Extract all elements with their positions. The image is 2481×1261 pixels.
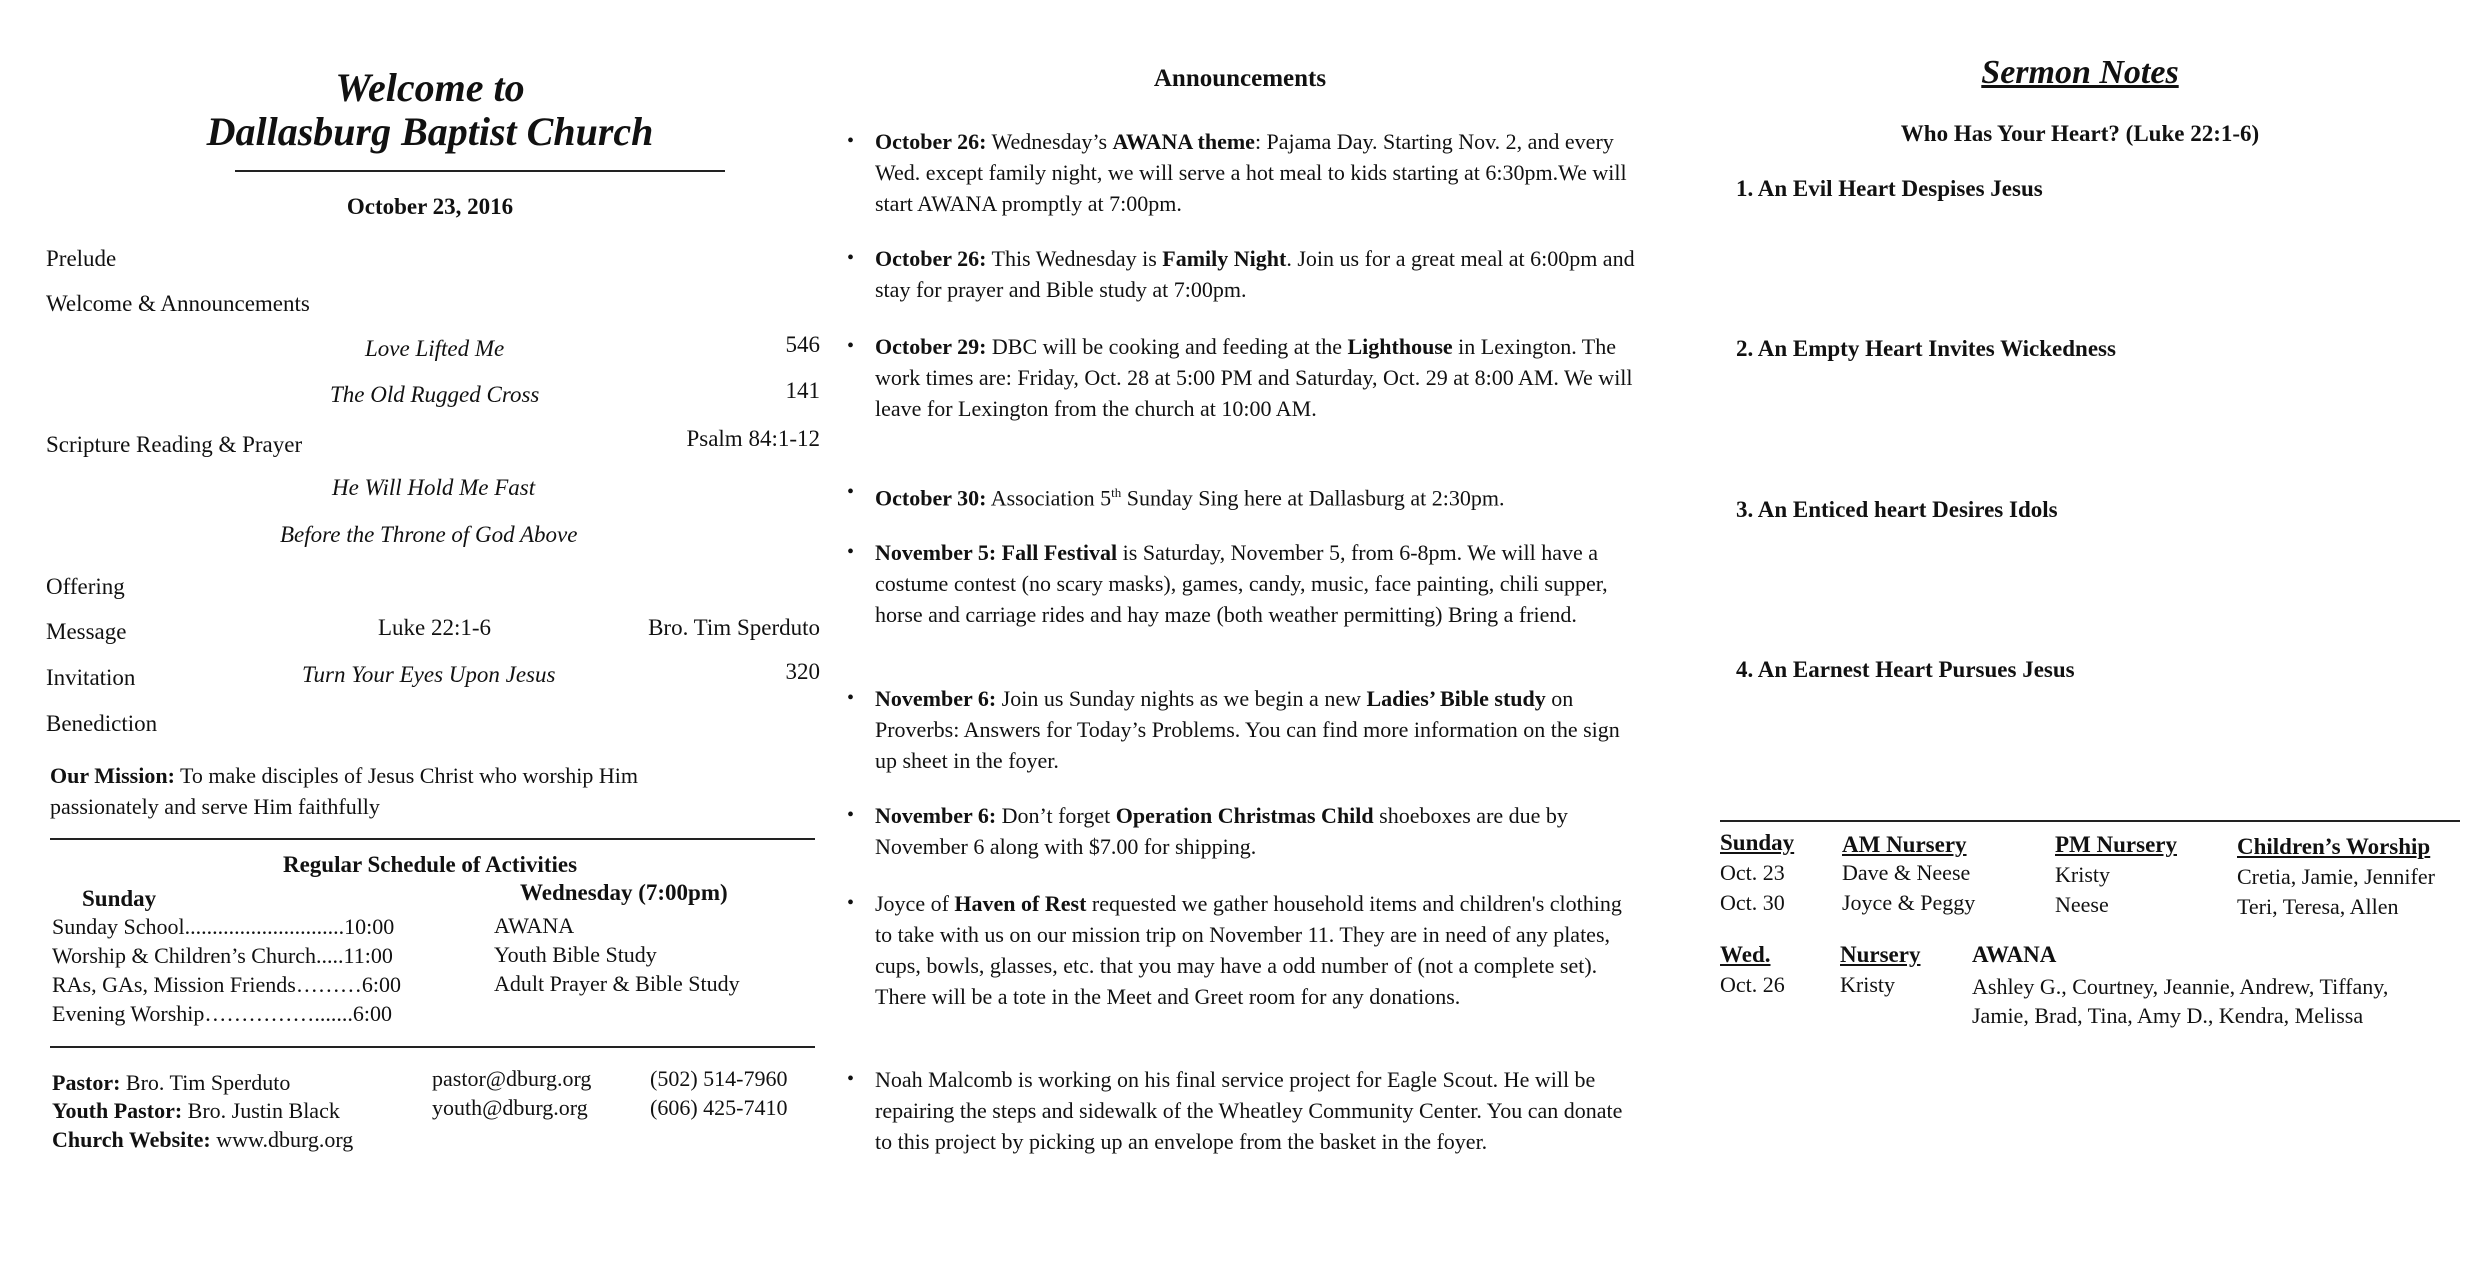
pastor-email[interactable]: pastor@dburg.org: [432, 1066, 592, 1091]
youth-pastor-contact: [52, 1098, 340, 1124]
website-label: Church Website:: [52, 1127, 211, 1152]
schedule-wednesday-item: Adult Prayer & Bible Study: [494, 971, 740, 996]
announcement-highlight: Lighthouse: [1347, 334, 1453, 359]
scripture-reading-label: Scripture Reading & Prayer: [46, 432, 303, 457]
schedule-sunday-item: Sunday School.............................10:00: [52, 914, 395, 939]
hymn-number: 546: [785, 332, 820, 357]
announcement-text: Join us Sunday nights as we begin a new: [996, 686, 1367, 711]
youth-pastor-name: Bro. Justin Black: [182, 1098, 340, 1123]
announcement-date: November 6:: [875, 686, 997, 711]
nursery-header-awana: AWANA: [1972, 942, 2057, 967]
sermon-subtitle: Who Has Your Heart? (Luke 22:1-6): [1900, 121, 2260, 146]
announcement-text: is Saturday, November 5, from 6-8pm. We will have a costume contest (no scary masks), games, candy, music, face painting, chili supper, horse and carriage rides and hay maze (both weather permitting) Bring a friend.: [875, 540, 1608, 627]
youth-pastor-phone: (606) 425-7410: [650, 1095, 788, 1120]
nursery-date: Oct. 23: [1720, 860, 1785, 885]
announcement-highlight: Fall Festival: [996, 540, 1118, 565]
song-he-will-hold-me-fast: He Will Hold Me Fast: [332, 475, 536, 500]
pastor-label: Pastor:: [52, 1070, 121, 1095]
invitation-label: Invitation: [46, 665, 136, 690]
announcement-highlight: Ladies’ Bible study: [1366, 686, 1546, 711]
announcement-text: Wednesday’s: [986, 129, 1113, 154]
announcement-text: in Lexington. The work times are: Friday, Oct. 28 at 5:00 PM and Saturday, Oct. 29 at 8:00 AM. We will leave for Lexington from the church at 10:00 AM.: [875, 334, 1633, 421]
nursery-header-sunday: Sunday: [1720, 830, 1795, 855]
announcement-date: November 5:: [875, 540, 997, 565]
hymn-number: 141: [785, 378, 820, 403]
bullet: •: [847, 247, 855, 269]
announcement-item: [847, 126, 1635, 219]
youth-pastor-email[interactable]: youth@dburg.org: [432, 1095, 588, 1120]
youth-pastor-label: Youth Pastor:: [52, 1098, 183, 1123]
awana-workers-line2: Jamie, Brad, Tina, Amy D., Kendra, Melissa: [1972, 1003, 2364, 1028]
schedule-sunday-item: Worship & Children’s Church.....11:00: [52, 943, 393, 968]
message-reference: Luke 22:1-6: [378, 615, 492, 640]
announcement-item: [847, 477, 1635, 513]
announcement-date: October 29:: [875, 334, 987, 359]
announcement-text: Noah Malcomb is working on his final service project for Eagle Scout. He will be repairing the steps and sidewalk of the Wheatley Community Center. You can donate to this project by picking up an envelope from the basket in the foyer.: [875, 1067, 1623, 1154]
announcement-text: Joyce of: [875, 891, 955, 916]
announcement-highlight: Haven of Rest: [954, 891, 1087, 916]
invitation-song: Turn Your Eyes Upon Jesus: [302, 662, 556, 687]
announcement-text: on Proverbs: Answers for Today’s Problems. You can find more information on the sign up sheet in the foyer.: [875, 686, 1620, 773]
announcement-text: Sunday Sing here at Dallasburg at 2:30pm.: [1121, 485, 1505, 511]
sermon-notes-panel: [1700, 0, 2460, 1261]
sermon-point: 1. An Evil Heart Despises Jesus: [1736, 176, 2043, 201]
announcement-item: [847, 683, 1635, 776]
announcement-item: [847, 888, 1635, 1012]
announcement-text: DBC will be cooking and feeding at the: [986, 334, 1348, 359]
announcement-item: [847, 243, 1635, 305]
hymn-number: 320: [785, 659, 820, 684]
message-speaker: Bro. Tim Sperduto: [648, 615, 820, 640]
announcement-text: This Wednesday is: [986, 246, 1163, 271]
am-nursery-workers: Joyce & Peggy: [1842, 890, 1976, 915]
schedule-sunday-item: RAs, GAs, Mission Friends………6:00: [52, 972, 401, 997]
announcement-date: November 6:: [875, 803, 997, 828]
nursery-header-am: AM Nursery: [1842, 832, 1967, 857]
announcement-date: October 26:: [875, 246, 987, 271]
announcement-text: : Pajama Day. Starting Nov. 2, and every Wed. except family night, we will serve a hot meal to kids starting at 6:30pm.We will start AWANA promptly at 7:00pm.: [875, 129, 1627, 216]
announcement-item: [847, 331, 1635, 424]
welcome-announcements: Welcome & Announcements: [46, 291, 310, 316]
announcement-item: [847, 537, 1635, 630]
bullet: •: [847, 541, 855, 563]
wednesday-nursery-worker: Kristy: [1840, 972, 1895, 997]
awana-workers-line1: Ashley G., Courtney, Jeannie, Andrew, Tiffany,: [1972, 974, 2389, 999]
pm-nursery-workers: Neese: [2055, 892, 2109, 917]
sermon-point: 3. An Enticed heart Desires Idols: [1736, 497, 2058, 522]
ordinal-suffix: th: [1111, 485, 1122, 500]
announcement-date: October 30:: [875, 485, 987, 511]
bullet: •: [847, 481, 855, 503]
schedule-wednesday-item: Youth Bible Study: [494, 942, 657, 967]
schedule-sunday-item: Evening Worship…………….......6:00: [52, 1001, 393, 1026]
welcome-heading-line2: Dallasburg Baptist Church: [206, 109, 654, 154]
mission-statement: [50, 760, 810, 822]
wednesday-date: Oct. 26: [1720, 972, 1785, 997]
announcement-item: [847, 800, 1635, 862]
announcement-text: Association 5: [986, 485, 1112, 511]
pm-nursery-workers: Kristy: [2055, 862, 2110, 887]
announcements-title: Announcements: [1153, 65, 1327, 92]
section-divider: [50, 1046, 815, 1048]
website-url[interactable]: www.dburg.org: [210, 1127, 354, 1152]
schedule-title: Regular Schedule of Activities: [282, 852, 578, 877]
bullet: •: [847, 804, 855, 826]
announcement-text: requested we gather household items and children's clothing to take with us on our mission trip on November 11. They are in need of any plates, cups, bowls, glasses, etc. that you may have a odd number of (not a complete set). There will be a tote in the Meet and Greet room for any donations.: [875, 891, 1622, 1009]
order-of-service-panel: [40, 0, 820, 1261]
welcome-heading-line1: Welcome to: [335, 65, 525, 110]
pastor-contact: [52, 1070, 290, 1096]
section-divider: [1720, 820, 2460, 822]
bullet: •: [847, 1068, 855, 1090]
bullet: •: [847, 687, 855, 709]
am-nursery-workers: Dave & Neese: [1842, 860, 1971, 885]
offering: Offering: [46, 574, 125, 599]
announcement-date: October 26:: [875, 129, 987, 154]
nursery-header-pm: PM Nursery: [2055, 832, 2177, 857]
song-before-the-throne: Before the Throne of God Above: [280, 522, 578, 547]
nursery-header-wed: Wed.: [1720, 942, 1771, 967]
scripture-reference: Psalm 84:1-12: [686, 426, 820, 451]
sermon-point: 4. An Earnest Heart Pursues Jesus: [1736, 657, 2075, 682]
pastor-phone: (502) 514-7960: [650, 1066, 788, 1091]
service-date: October 23, 2016: [346, 194, 514, 219]
nursery-header-childrens-worship: Children’s Worship: [2237, 834, 2431, 859]
bullet: •: [847, 335, 855, 357]
announcement-text: shoeboxes are due by November 6 along with $7.00 for shipping.: [875, 803, 1568, 859]
sermon-notes-title: Sermon Notes: [1981, 54, 2179, 91]
benediction: Benediction: [46, 711, 158, 736]
song-love-lifted-me: Love Lifted Me: [365, 336, 505, 361]
prelude: Prelude: [46, 246, 117, 271]
schedule-sunday-heading: Sunday: [82, 886, 157, 911]
section-divider: [50, 838, 815, 840]
announcement-item: [847, 1064, 1635, 1157]
message-label: Message: [46, 619, 127, 644]
announcement-highlight: Operation Christmas Child: [1115, 803, 1374, 828]
announcement-text: Don’t forget: [996, 803, 1116, 828]
childrens-worship-workers: Cretia, Jamie, Jennifer: [2237, 864, 2435, 889]
announcement-text: . Join us for a great meal at 6:00pm and stay for prayer and Bible study at 7:00pm.: [875, 246, 1635, 302]
song-old-rugged-cross: The Old Rugged Cross: [330, 382, 540, 407]
announcements-panel: [845, 0, 1635, 1261]
announcement-highlight: AWANA theme: [1112, 129, 1255, 154]
mission-text-line2: passionately and serve Him faithfully: [50, 794, 380, 819]
mission-text: To make disciples of Jesus Christ who worship Him: [174, 763, 638, 788]
mission-label: Our Mission:: [50, 763, 175, 788]
nursery-header-nursery: Nursery: [1840, 942, 1921, 967]
heading-divider: [235, 170, 725, 172]
church-website: [52, 1127, 353, 1153]
schedule-wednesday-heading: Wednesday (7:00pm): [520, 880, 728, 905]
pastor-name: Bro. Tim Sperduto: [120, 1070, 291, 1095]
childrens-worship-workers: Teri, Teresa, Allen: [2237, 894, 2399, 919]
announcement-highlight: Family Night: [1162, 246, 1287, 271]
schedule-wednesday-item: AWANA: [494, 913, 575, 938]
sermon-point: 2. An Empty Heart Invites Wickedness: [1736, 336, 2116, 361]
bullet: •: [847, 892, 855, 914]
bullet: •: [847, 130, 855, 152]
nursery-date: Oct. 30: [1720, 890, 1785, 915]
